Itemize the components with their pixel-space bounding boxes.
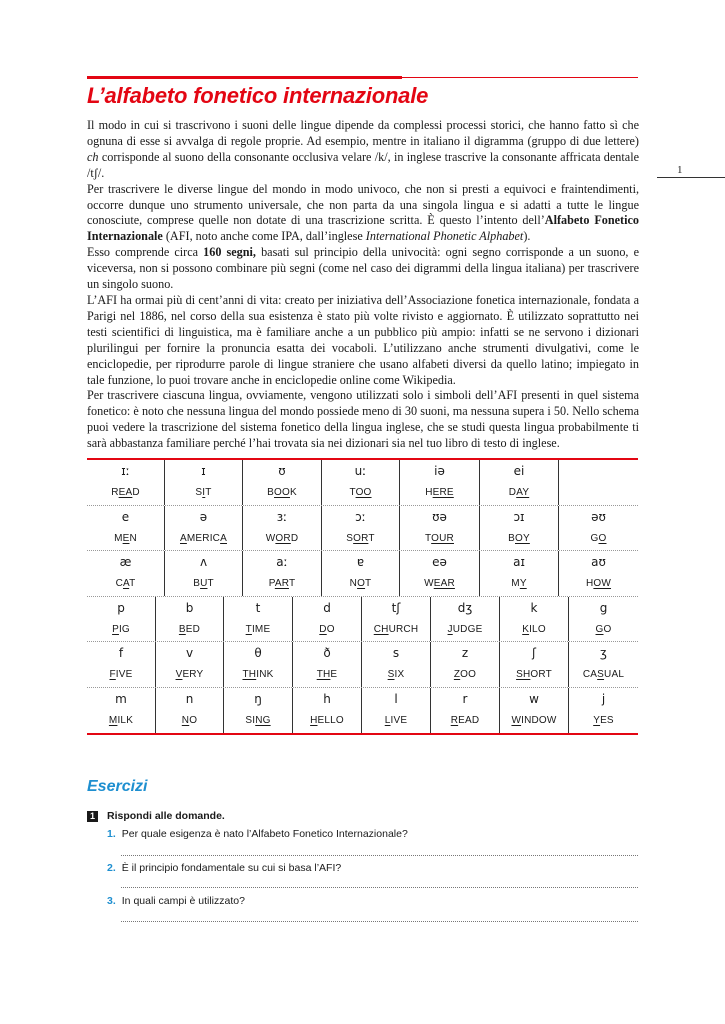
table-row <box>87 506 638 552</box>
table-cell <box>480 551 559 596</box>
ipa-symbol: əʊ <box>591 509 606 524</box>
paragraph <box>87 245 639 293</box>
table-cell <box>293 642 362 687</box>
table-cell <box>431 642 500 687</box>
example-word: BUT <box>193 578 214 589</box>
example-word: VERY <box>175 669 204 680</box>
example-word: WORD <box>265 532 299 544</box>
exercise-number-badge: 1 <box>87 811 98 822</box>
example-word: WEAR <box>424 578 455 589</box>
table-cell <box>431 597 500 642</box>
ipa-symbol: dʒ <box>457 600 473 615</box>
example-word: NOT <box>349 578 372 589</box>
ipa-symbol: ʊə <box>432 509 447 524</box>
table-cell <box>243 506 322 551</box>
question-2 <box>107 862 341 874</box>
example-word: BOOK <box>267 487 297 498</box>
example-word: WINDOW <box>511 714 557 726</box>
example-word: HELLO <box>310 714 344 726</box>
example-word: GO <box>590 532 607 544</box>
ipa-symbol: ə <box>199 509 208 524</box>
ipa-symbol: ŋ <box>254 691 262 706</box>
ipa-symbol: b <box>185 600 194 615</box>
text-run: Il modo in cui si trascrivono i suoni delle lingue dipende da complessi processi storici, che hanno fatto sì che ognuna di esse si avvalga di regole proprie. Ad esempio, mentre in italiano il digramma (gruppo di due lettere) <box>87 118 639 148</box>
example-word: READ <box>111 487 140 498</box>
ipa-symbol: ei <box>513 464 525 478</box>
ipa-symbol: ɐ <box>356 555 365 569</box>
ipa-symbol: m <box>115 691 127 706</box>
ipa-symbol: n <box>185 691 194 706</box>
table-cell <box>87 642 156 687</box>
exercises-title: Esercizi <box>87 778 148 795</box>
ipa-symbol: z <box>461 646 469 660</box>
table-cell <box>156 688 224 734</box>
table-cell <box>362 642 431 687</box>
example-word: GO <box>595 623 612 635</box>
table-cell <box>362 597 431 642</box>
text-run: basati sul principio della univocità: ogni segno corrisponde a un suono, e viceversa, non si possono combinare più segni (come nel caso dei digrammi della lingua italiana) per trascrivere un singolo suono. <box>87 245 639 292</box>
ipa-symbol: ɪ <box>201 464 206 478</box>
table-cell <box>224 642 293 687</box>
table-cell <box>87 597 156 642</box>
ipa-symbol: j <box>601 691 606 706</box>
example-word: KILO <box>522 623 546 635</box>
example-word: TOO <box>349 487 372 498</box>
ipa-symbol: w <box>529 691 539 706</box>
exercise-heading: Rispondi alle domande. <box>107 810 225 822</box>
example-word: MILK <box>108 714 134 726</box>
table-bottom-rule <box>87 733 638 735</box>
ipa-symbol: p <box>117 600 125 615</box>
ipa-symbol: aʊ <box>591 555 606 569</box>
table-cell <box>400 506 480 551</box>
text-run: Per trascrivere ciascuna lingua, ovviamente, vengono utilizzati solo i simboli dell’AFI presenti in quel sistema fonetico: è noto che nessuna lingua del mondo possiede meno di 30 suoni, ma nessuna supera i 50. Nello schema puoi vedere la trascrizione del sistema fonetico della lingua inglese, che se studi questa lingua probabilmente ti sarà abbastanza familiare perché l’hai trovata sia nei dizionari sia nel tuo libro di testo di inglese. <box>87 388 639 451</box>
example-word: MY <box>511 578 527 589</box>
bold-term: Alfabeto Fonetico Internazionale <box>87 213 639 244</box>
example-word: SORT <box>346 532 375 544</box>
question-number: 2. <box>107 862 116 874</box>
text-run: Per trascrivere le diverse lingue del mondo in modo univoco, che non si presti a equivoci e fraintendimenti, occorre dunque uno strumento universale, che non parta da una singola lingua e si adatti a tutte le lingue conosciute, comprese quelle non dotate di una trascrizione scritta. È questo l’intento dell’ <box>87 181 639 228</box>
bold-term: 160 segni, <box>203 245 256 260</box>
ipa-symbol: g <box>599 600 608 615</box>
table-cell <box>293 688 362 734</box>
text-run: ). <box>523 229 531 244</box>
table-cell <box>559 460 638 505</box>
example-word: PIG <box>112 623 130 635</box>
text-run: corrisponde al suono della consonante occlusiva velare /k/, in inglese trascrive la consonante affricata dentale /tʃ/. <box>87 149 639 180</box>
example-word: YES <box>593 714 614 726</box>
example-word: CASUAL <box>582 669 625 680</box>
table-cell <box>431 688 500 734</box>
example-word: AMERICA <box>180 532 227 544</box>
question-3 <box>107 895 245 907</box>
ipa-symbol: ɔɪ <box>513 509 525 524</box>
page-title: L’alfabeto fonetico internazionale <box>87 83 429 108</box>
italic-term: International Phonetic Alphabet <box>365 229 524 244</box>
table-cell <box>87 551 165 596</box>
table-cell <box>400 551 480 596</box>
example-word: HERE <box>425 487 454 498</box>
example-word: SHORT <box>516 669 552 680</box>
table-cell <box>362 688 431 734</box>
ipa-symbol: r <box>462 691 468 706</box>
table-cell <box>569 688 638 734</box>
ipa-symbol: ɪː <box>121 464 130 478</box>
table-cell <box>243 460 322 505</box>
ipa-symbol: ɜː <box>276 509 288 524</box>
paragraph <box>87 293 639 388</box>
table-row <box>87 460 638 506</box>
paragraph <box>87 388 639 452</box>
table-cell <box>224 688 293 734</box>
example-word: CHURCH <box>373 623 419 635</box>
ipa-symbol: d <box>323 600 331 615</box>
ipa-symbol: t <box>255 600 261 615</box>
table-cell <box>500 597 569 642</box>
question-text: Per quale esigenza è nato l’Alfabeto Fonetico Internazionale? <box>121 828 408 840</box>
table-cell <box>322 460 400 505</box>
paragraph <box>87 118 639 182</box>
example-word: BED <box>178 623 201 635</box>
table-row <box>87 688 638 734</box>
example-word: PART <box>268 578 296 589</box>
table-row <box>87 597 638 643</box>
table-cell <box>480 506 559 551</box>
ipa-symbol: v <box>185 646 194 660</box>
table-row <box>87 551 638 597</box>
example-word: SIX <box>387 669 405 680</box>
example-word: ZOO <box>453 669 477 680</box>
example-word: THINK <box>242 669 274 680</box>
ipa-symbol: f <box>118 646 124 660</box>
ipa-symbol: aɪ <box>513 555 525 569</box>
ipa-symbol: e <box>121 509 130 524</box>
example-word: MEN <box>114 532 137 544</box>
ipa-symbol: l <box>394 691 398 706</box>
page-number-rule <box>657 177 725 178</box>
ipa-symbol: uː <box>354 464 367 478</box>
example-word: FIVE <box>109 669 133 680</box>
ipa-symbol: θ <box>254 646 262 660</box>
table-cell <box>569 597 638 642</box>
table-cell <box>480 460 559 505</box>
answer-line-1[interactable] <box>121 855 638 856</box>
example-word: READ <box>450 714 480 726</box>
example-word: TIME <box>245 623 271 635</box>
example-word: SIT <box>195 487 212 498</box>
table-cell <box>500 688 569 734</box>
ipa-symbol: æ <box>119 555 132 569</box>
ipa-symbol: ʃ <box>531 646 537 660</box>
text-run: Esso comprende circa <box>87 245 204 260</box>
table-cell <box>293 597 362 642</box>
table-cell <box>322 551 400 596</box>
ipa-symbol: ʒ <box>600 646 607 660</box>
ipa-symbol: ɔː <box>355 509 366 524</box>
ipa-symbol: iə <box>434 464 445 478</box>
example-word: HOW <box>585 578 612 589</box>
example-word: TOUR <box>425 532 454 544</box>
example-word: CAT <box>115 578 136 589</box>
table-cell <box>165 460 243 505</box>
table-cell <box>87 460 165 505</box>
table-cell <box>224 597 293 642</box>
table-cell <box>559 551 638 596</box>
question-1 <box>107 828 408 840</box>
table-cell <box>87 506 165 551</box>
intro-text <box>87 118 639 452</box>
table-cell <box>87 688 156 734</box>
italic-term: ch <box>87 149 99 164</box>
ipa-symbol: ʌ <box>199 555 208 569</box>
ipa-symbol: eə <box>432 555 447 569</box>
question-text: In quali campi è utilizzato? <box>121 895 245 907</box>
example-word: JUDGE <box>447 623 483 635</box>
question-number: 1. <box>107 828 116 840</box>
table-cell <box>400 460 480 505</box>
ipa-symbol: k <box>530 600 538 615</box>
example-word: THE <box>316 669 338 680</box>
ipa-symbol: tʃ <box>391 600 401 615</box>
title-rule-accent <box>87 76 402 79</box>
table-cell <box>559 506 638 551</box>
table-cell <box>165 551 243 596</box>
table-row <box>87 642 638 688</box>
table-cell <box>243 551 322 596</box>
ipa-symbol: aː <box>276 555 288 569</box>
table-cell <box>569 642 638 687</box>
paragraph <box>87 182 639 246</box>
ipa-symbol: h <box>323 691 331 706</box>
example-word: NO <box>181 714 198 726</box>
example-word: DO <box>319 623 335 635</box>
text-run: (AFI, noto anche come IPA, dall’inglese <box>162 229 366 244</box>
example-word: BOY <box>508 532 530 544</box>
ipa-symbol: ʊ <box>278 464 286 478</box>
ipa-symbol: s <box>392 646 400 660</box>
table-cell <box>322 506 400 551</box>
ipa-symbol: ð <box>323 646 331 660</box>
example-word: LIVE <box>384 714 408 726</box>
question-text: È il principio fondamentale su cui si basa l’AFI? <box>121 862 342 874</box>
table-cell <box>165 506 243 551</box>
text-run: L’AFI ha ormai più di cent’anni di vita: creato per iniziativa dell’Associazione fonetica internazionale, fondata a Parigi nel 1886, nel corso della sua esistenza è stato più volte rivisto e aggiornato. È utilizzato soprattutto nei testi scientifici di linguistica, ma è familiare anche a un pubblico più ampio: infatti se ne servono i dizionari plurilingui per fornire la pronuncia esatta dei vocaboli. L’utilizzano anche strumenti divulgativi, come le enciclopedie, per riprodurre parole di lingue straniere che usano alfabeti diversi da quello latino; impiegato in tale funzione, lo puoi trovare anche in enciclopedie online come Wikipedia. <box>87 292 639 387</box>
table-cell <box>156 642 224 687</box>
example-word: DAY <box>508 487 530 498</box>
table-cell <box>500 642 569 687</box>
example-word: SING <box>245 714 271 726</box>
answer-line-2[interactable] <box>121 887 638 888</box>
table-cell <box>156 597 224 642</box>
answer-line-3[interactable] <box>121 921 638 922</box>
page-number: 1 <box>677 164 683 176</box>
ipa-table <box>87 458 638 735</box>
question-number: 3. <box>107 895 116 907</box>
